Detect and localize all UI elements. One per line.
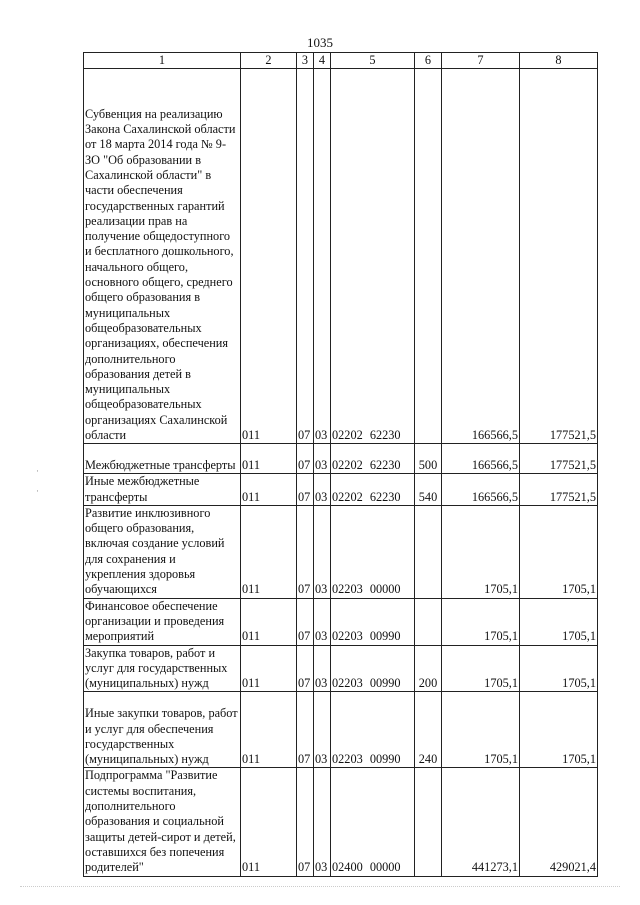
table-row bbox=[84, 444, 598, 474]
amount-col7: 166566,5 bbox=[442, 444, 520, 474]
section-code: 07 bbox=[297, 505, 314, 598]
section-code: 07 bbox=[297, 598, 314, 645]
table-row bbox=[84, 645, 598, 692]
amount-col8: 177521,5 bbox=[520, 444, 598, 474]
target-article-code: 02202 62230 bbox=[331, 444, 415, 474]
expense-type-code bbox=[415, 69, 442, 444]
subsection-code: 03 bbox=[314, 505, 331, 598]
target-article-code: 02202 62230 bbox=[331, 69, 415, 444]
amount-col7: 1705,1 bbox=[442, 692, 520, 768]
subsection-code: 03 bbox=[314, 598, 331, 645]
amount-col7: 166566,5 bbox=[442, 474, 520, 506]
amount-col7: 1705,1 bbox=[442, 598, 520, 645]
item-name: Субвенция на реализацию Закона Сахалинской области от 18 марта 2014 года № 9-ЗО "Об образовании в Сахалинской области" в части обеспечения государственных гарантий реализации прав на получение общедоступного и бесплатного дошкольного, начального общего, основного общего, среднего общего образования в муниципальных общеобразовательных организациях, обеспечения дополнительного образования детей в муниципальных общеобразовательных организациях Сахалинской области bbox=[84, 69, 241, 444]
amount-col8: 429021,4 bbox=[520, 768, 598, 876]
header-cell: 5 bbox=[331, 53, 415, 69]
item-name: Подпрограмма "Развитие системы воспитания, дополнительного образования и социальной защиты детей-сирот и детей, оставшихся без попечения родителей" bbox=[84, 768, 241, 876]
amount-col8: 1705,1 bbox=[520, 645, 598, 692]
subsection-code: 03 bbox=[314, 444, 331, 474]
ministry-code: 011 bbox=[241, 645, 297, 692]
ministry-code: 011 bbox=[241, 474, 297, 506]
ministry-code: 011 bbox=[241, 768, 297, 876]
expense-type-code bbox=[415, 768, 442, 876]
table-row bbox=[84, 768, 598, 876]
ministry-code: 011 bbox=[241, 505, 297, 598]
section-code: 07 bbox=[297, 768, 314, 876]
section-code: 07 bbox=[297, 474, 314, 506]
ministry-code: 011 bbox=[241, 444, 297, 474]
target-article-code: 02203 00000 bbox=[331, 505, 415, 598]
item-name: Межбюджетные трансферты bbox=[84, 444, 241, 474]
target-article-code: 02400 00000 bbox=[331, 768, 415, 876]
table-row bbox=[84, 69, 598, 444]
ministry-code: 011 bbox=[241, 598, 297, 645]
item-name: Развитие инклюзивного общего образования, включая создание условий для сохранения и укрепления здоровья обучающихся bbox=[84, 505, 241, 598]
amount-col8: 177521,5 bbox=[520, 69, 598, 444]
amount-col8: 1705,1 bbox=[520, 505, 598, 598]
ministry-code: 011 bbox=[241, 692, 297, 768]
target-article-code: 02203 00990 bbox=[331, 645, 415, 692]
item-name: Закупка товаров, работ и услуг для государственных (муниципальных) нужд bbox=[84, 645, 241, 692]
amount-col8: 1705,1 bbox=[520, 692, 598, 768]
item-name: Иные закупки товаров, работ и услуг для обеспечения государственных (муниципальных) нужд bbox=[84, 692, 241, 768]
table-row bbox=[84, 692, 598, 768]
item-name: Финансовое обеспечение организации и проведения мероприятий bbox=[84, 598, 241, 645]
target-article-code: 02202 62230 bbox=[331, 474, 415, 506]
header-cell: 8 bbox=[520, 53, 598, 69]
table-header-row bbox=[84, 53, 598, 69]
target-article-code: 02203 00990 bbox=[331, 692, 415, 768]
item-name: Иные межбюджетные трансферты bbox=[84, 474, 241, 506]
header-cell: 6 bbox=[415, 53, 442, 69]
budget-table bbox=[83, 52, 598, 877]
amount-col7: 166566,5 bbox=[442, 69, 520, 444]
amount-col7: 441273,1 bbox=[442, 768, 520, 876]
expense-type-code: 240 bbox=[415, 692, 442, 768]
section-code: 07 bbox=[297, 692, 314, 768]
expense-type-code bbox=[415, 505, 442, 598]
header-cell: 2 bbox=[241, 53, 297, 69]
amount-col8: 1705,1 bbox=[520, 598, 598, 645]
header-cell: 4 bbox=[314, 53, 331, 69]
subsection-code: 03 bbox=[314, 69, 331, 444]
subsection-code: 03 bbox=[314, 645, 331, 692]
header-cell: 3 bbox=[297, 53, 314, 69]
subsection-code: 03 bbox=[314, 768, 331, 876]
target-article-code: 02203 00990 bbox=[331, 598, 415, 645]
amount-col7: 1705,1 bbox=[442, 645, 520, 692]
table-row bbox=[84, 505, 598, 598]
section-code: 07 bbox=[297, 444, 314, 474]
expense-type-code: 500 bbox=[415, 444, 442, 474]
expense-type-code: 540 bbox=[415, 474, 442, 506]
header-cell: 1 bbox=[84, 53, 241, 69]
scan-noise-line bbox=[20, 886, 620, 888]
header-cell: 7 bbox=[442, 53, 520, 69]
expense-type-code: 200 bbox=[415, 645, 442, 692]
expense-type-code bbox=[415, 598, 442, 645]
subsection-code: 03 bbox=[314, 692, 331, 768]
table-row bbox=[84, 598, 598, 645]
ministry-code: 011 bbox=[241, 69, 297, 444]
amount-col7: 1705,1 bbox=[442, 505, 520, 598]
scan-margin-mark: · bbox=[36, 466, 39, 476]
amount-col8: 177521,5 bbox=[520, 474, 598, 506]
section-code: 07 bbox=[297, 645, 314, 692]
page-number: 1035 bbox=[307, 35, 333, 50]
section-code: 07 bbox=[297, 69, 314, 444]
table-row bbox=[84, 474, 598, 506]
scan-margin-mark: · bbox=[36, 486, 39, 496]
subsection-code: 03 bbox=[314, 474, 331, 506]
